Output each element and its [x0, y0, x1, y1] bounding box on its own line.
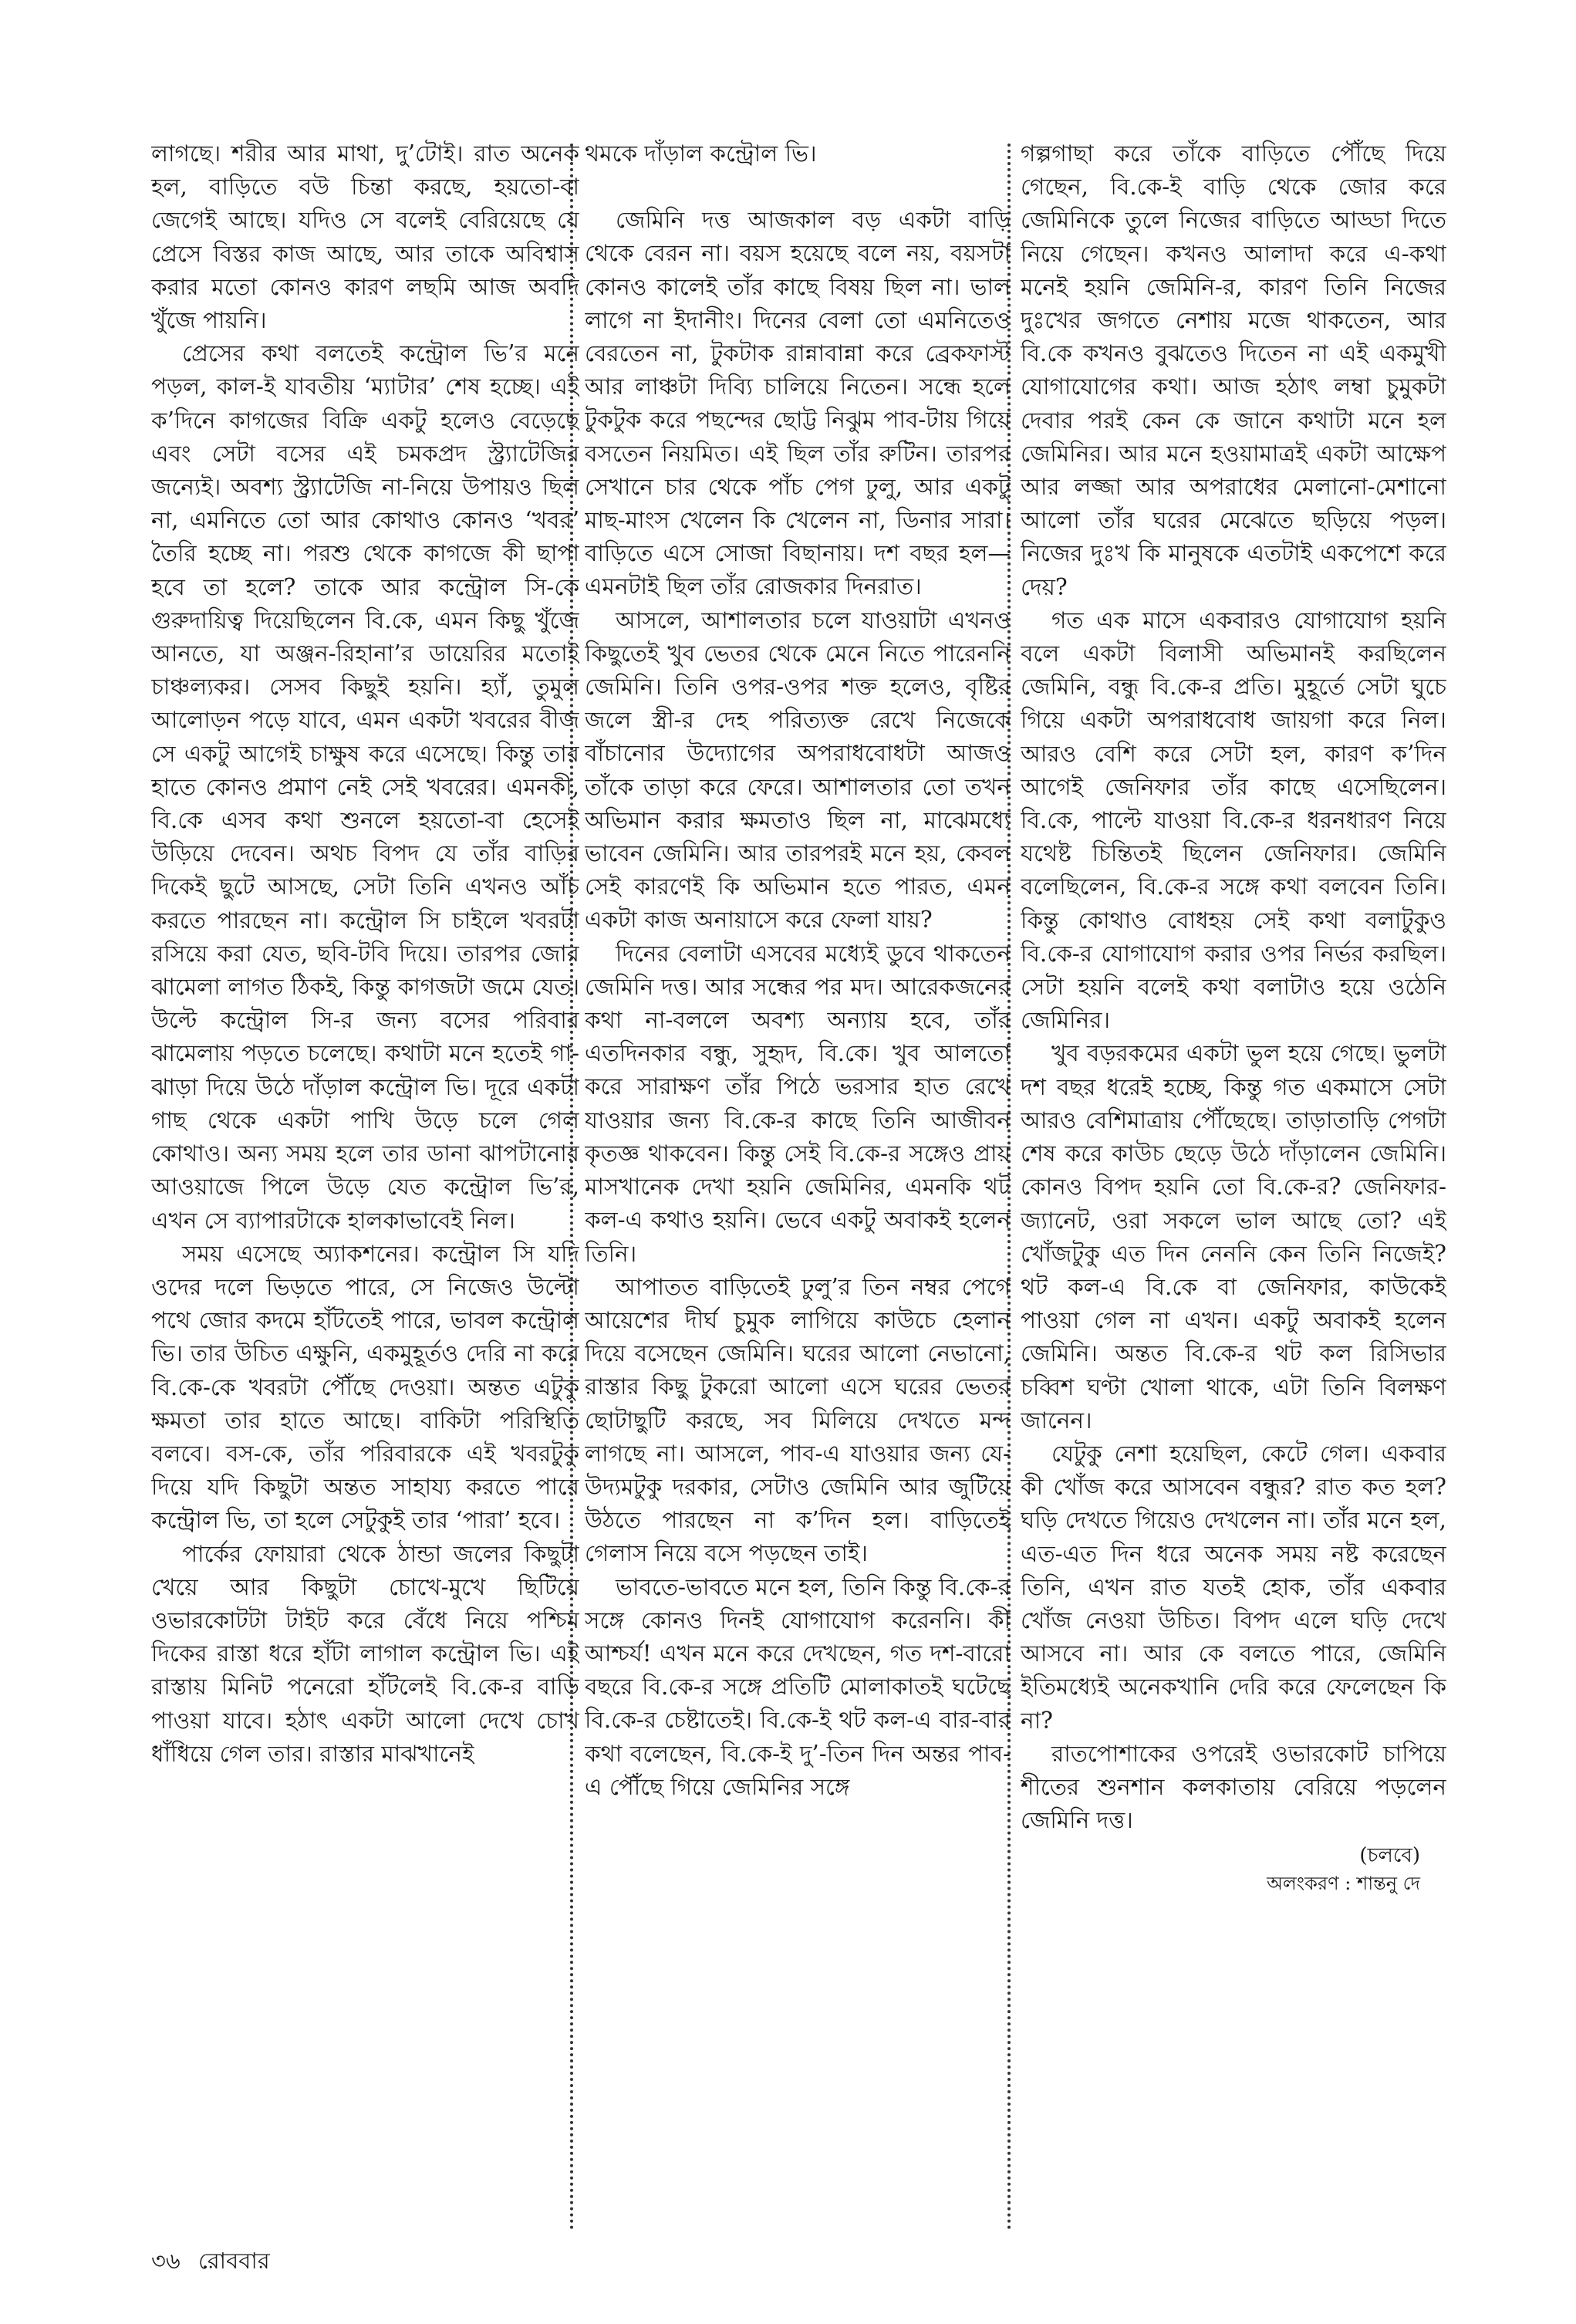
column-divider: [1007, 144, 1011, 2231]
article-column-2: [585, 137, 1011, 2267]
to-be-continued: (চলবে): [1359, 1844, 1420, 1868]
paragraph: ভাবতে-ভাবতে মনে হল, তিনি কিন্তু বি.কে-র সঙ্গে কোনও দিনই যোগাযোগ করেননি। কী আশ্চর্য! এখন মনে করে দেখছেন, গত দশ-বারো বছরে বি.কে-র সঙ্গে প্রতিটি মোলাকাতই ঘটেছে বি.কে-র চেষ্টাতেই। বি.কে-ই থট কল-এ বার-বার কথা বলেছেন, বি.কে-ই দু’-তিন দিন অন্তর পাব-এ পৌঁছে গিয়ে জেমিনির সঙ্গে: [585, 1573, 1011, 1800]
paragraph: পার্কের ফোয়ারা থেকে ঠান্ডা জলের কিছুটা খেয়ে আর কিছুটা চোখে-মুখে ছিটিয়ে ওভারকোটটা টাইট করে বেঁধে নিয়ে পশ্চিম দিকের রাস্তা ধরে হাঁটা লাগাল কন্ট্রোল ভি। এই রাস্তায় মিনিট পনেরো হাঁটলেই বি.কে-র বাড়ি পাওয়া যাবে। হঠাৎ একটা আলো দেখে চোখ ধাঁধিয়ে গেল তার। রাস্তার মাঝখানেই: [151, 1540, 579, 1767]
paragraph: গল্পগাছা করে তাঁকে বাড়িতে পৌঁছে দিয়ে গেছেন, বি.কে-ই বাড়ি থেকে জোর করে জেমিনিকে তুলে নিজের বাড়িতে আড্ডা দিতে নিয়ে গেছেন। কখনও আলাদা করে এ-কথা মনেই হয়নি জেমিনি-র, কারণ তিনি নিজের দুঃখের জগতে নেশায় মজে থাকতেন, আর বি.কে কখনও বুঝতেও দিতেন না এই একমুখী যোগাযোগের কথা। আজ হঠাৎ লম্বা চুমুকটা দেবার পরই কেন কে জানে কথাটা মনে হল জেমিনির। আর মনে হওয়ামাত্রই একটা আক্ষেপ আর লজ্জা আর অপরাধের মেলানো-মেশানো আলো তাঁর ঘরের মেঝেতে ছড়িয়ে পড়ল। নিজের দুঃখ কি মানুষকে এতটাই একপেশে করে দেয়?: [1021, 140, 1446, 600]
paragraph: যেটুকু নেশা হয়েছিল, কেটে গেল। একবার কী খোঁজ করে আসবেন বন্ধুর? রাত কত হল? ঘড়ি দেখতে গিয়েও দেখলেন না। তাঁর মনে হল, এত-এত দিন ধরে অনেক সময় নষ্ট করেছেন তিনি, এখন রাত যতই হোক, তাঁর একবার খোঁজ নেওয়া উচিত। বিপদ এলে ঘড়ি দেখে আসবে না। আর কে বলতে পারে, জেমিনি ইতিমধ্যেই অনেকখানি দেরি করে ফেলেছেন কি না?: [1021, 1440, 1446, 1734]
article-column-1: [151, 137, 579, 2267]
paragraph: থমকে দাঁড়াল কন্ট্রোল ভি।: [585, 140, 817, 167]
paragraph: রাতপোশাকের ওপরেই ওভারকোট চাপিয়ে শীতের শুনশান কলকাতায় বেরিয়ে পড়লেন জেমিনি দত্ত।: [1021, 1740, 1446, 1834]
paragraph: আসলে, আশালতার চলে যাওয়াটা এখনও কিছুতেই খুব ভেতর থেকে মেনে নিতে পারেননি জেমিনি। তিনি ওপর-ওপর শক্ত হলেও, বৃষ্টির জলে স্ত্রী-র দেহ পরিত্যক্ত রেখে নিজেকে বাঁচানোর উদ্যোগের অপরাধবোধটা আজও তাঁকে তাড়া করে ফেরে। আশালতার তো তখন অভিমান করার ক্ষমতাও ছিল না, মাঝেমধ্যে ভাবেন জেমিনি। আর তারপরই মনে হয়, কেবল সেই কারণেই কি অভিমান হতে পারত, এমন একটা কাজ অনায়াসে করে ফেলা যায়?: [585, 606, 1011, 934]
paragraph: দিনের বেলাটা এসবের মধ্যেই ডুবে থাকতেন জেমিনি দত্ত। আর সন্ধের পর মদ। আরেকজনের কথা না-বললে অবশ্য অন্যায় হবে, তাঁর এতদিনকার বন্ধু, সুহৃদ, বি.কে। খুব আলতো করে সারাক্ষণ তাঁর পিঠে ভরসার হাত রেখে যাওয়ার জন্য বি.কে-র কাছে তিনি আজীবন কৃতজ্ঞ থাকবেন। কিন্তু সেই বি.কে-র সঙ্গেও প্রায় মাসখানেক দেখা হয়নি জেমিনির, এমনকি থট কল-এ কথাও হয়নি। ভেবে একটু অবাকই হলেন তিনি।: [585, 940, 1011, 1267]
paragraph: প্রেসের কথা বলতেই কন্ট্রোল ভি’র মনে পড়ল, কাল-ই যাবতীয় ‘ম্যাটার’ শেষ হচ্ছে। এই ক’দিনে কাগজের বিক্রি একটু হলেও বেড়েছে এবং সেটা বসের এই চমকপ্রদ স্ট্র্যাটেজির জন্যেই। অবশ্য স্ট্র্যাটেজি না-নিয়ে উপায়ও ছিল না, এমনিতে তো আর কোথাও কোনও ‘খবর’ তৈরি হচ্ছে না। পরশু থেকে কাগজে কী ছাপা হবে তা হলে? তাকে আর কন্ট্রোল সি-কে গুরুদায়িত্ব দিয়েছিলেন বি.কে, এমন কিছু খুঁজে আনতে, যা অঞ্জন-রিহানা’র ডায়েরির মতোই চাঞ্চল্যকর। সেসব কিছুই হয়নি। হ্যাঁ, তুমুল আলোড়ন পড়ে যাবে, এমন একটা খবরের বীজ সে একটু আগেই চাক্ষুষ করে এসেছে। কিন্তু তার হাতে কোনও প্রমাণ নেই সেই খবরের। এমনকী, বি.কে এসব কথা শুনলে হয়তো-বা হেসেই উড়িয়ে দেবেন। অথচ বিপদ যে তাঁর বাড়ির দিকেই ছুটে আসছে, সেটা তিনি এখনও আঁচ করতে পারছেন না। কন্ট্রোল সি চাইলে খবরটা রসিয়ে করা যেত, ছবি-টবি দিয়ে। তারপর জোর ঝামেলা লাগত ঠিকই, কিন্তু কাগজটা জমে যেত। উল্টে কন্ট্রোল সি-র জন্য বসের পরিবার ঝামেলায় পড়তে চলেছে। কথাটা মনে হতেই গা-ঝাড়া দিয়ে উঠে দাঁড়াল কন্ট্রোল ভি। দূরে একটা গাছ থেকে একটা পাখি উড়ে চলে গেল কোথাও। অন্য সময় হলে তার ডানা ঝাপটানোর আওয়াজে পিলে উড়ে যেত কন্ট্রোল ভি’র, এখন সে ব্যাপারটাকে হালকাভাবেই নিল।: [151, 340, 579, 1234]
paragraph: সময় এসেছে অ্যাকশনের। কন্ট্রোল সি যদি ওদের দলে ভিড়তে পারে, সে নিজেও উল্টো পথে জোর কদমে হাঁটতেই পারে, ভাবল কন্ট্রোল ভি। তার উচিত এক্ষুনি, একমুহূর্তও দেরি না করে বি.কে-কে খবরটা পৌঁছে দেওয়া। অন্তত এটুকু ক্ষমতা তার হাতে আছে। বাকিটা পরিস্থিতি বলবে। বস-কে, তাঁর পরিবারকে এই খবরটুকু দিয়ে যদি কিছুটা অন্তত সাহায্য করতে পারে কন্ট্রোল ভি, তা হলে সেটুকুই তার ‘পারা’ হবে।: [151, 1240, 579, 1534]
page-number: ৩৬: [151, 2248, 181, 2274]
illustration-credit: অলংকরণ : শান্তনু দে: [1267, 1873, 1420, 1895]
page-footer: [151, 2245, 281, 2276]
paragraph: লাগছে। শরীর আর মাথা, দু’টোই। রাত অনেক হল, বাড়িতে বউ চিন্তা করছে, হয়তো-বা জেগেই আছে। যদিও সে বলেই বেরিয়েছে যে প্রেসে বিস্তর কাজ আছে, আর তাকে অবিশ্বাস করার মতো কোনও কারণ লছমি আজ অবদি খুঁজে পায়নি।: [151, 140, 579, 334]
paragraph: আপাতত বাড়িতেই ঢুলু’র তিন নম্বর পেগে আয়েশের দীর্ঘ চুমুক লাগিয়ে কাউচে হেলান দিয়ে বসেছেন জেমিনি। ঘরের আলো নেভানো, রাস্তার কিছু টুকরো আলো এসে ঘরের ভেতর ছোটাছুটি করছে, সব মিলিয়ে দেখতে মন্দ লাগছে না। আসলে, পাব-এ যাওয়ার জন্য যে-উদ্যমটুকু দরকার, সেটাও জেমিনি আর জুটিয়ে উঠতে পারছেন না ক’দিন হল। বাড়িতেই গেলাস নিয়ে বসে পড়ছেন তাই।: [585, 1273, 1011, 1567]
publication-name: রোববার: [197, 2248, 270, 2274]
paragraph: জেমিনি দত্ত আজকাল বড় একটা বাড়ি থেকে বেরন না। বয়স হয়েছে বলে নয়, বয়সটা কোনও কালেই তাঁর কাছে বিষয় ছিল না। ভাল লাগে না ইদানীং। দিনের বেলা তো এমনিতেও বেরতেন না, টুকটাক রান্নাবান্না করে ব্রেকফাস্ট আর লাঞ্চটা দিব্যি চালিয়ে নিতেন। সন্ধে হলে টুকটুক করে পছন্দের ছোট্ট নিঝুম পাব-টায় গিয়ে বসতেন নিয়মিত। এই ছিল তাঁর রুটিন। তারপর সেখানে চার থেকে পাঁচ পেগ ঢুলু, আর একটু মাছ-মাংস খেলেন কি খেলেন না, ডিনার সারা। বাড়িতে এসে সোজা বিছানায়। দশ বছর হল—এমনটাই ছিল তাঁর রোজকার দিনরাত।: [585, 207, 1011, 600]
column-divider: [570, 144, 573, 2231]
paragraph: গত এক মাসে একবারও যোগাযোগ হয়নি বলে একটা বিলাসী অভিমানই করছিলেন জেমিনি, বন্ধু বি.কে-র প্রতি। মুহূর্তে সেটা ঘুচে গিয়ে একটা অপরাধবোধ জায়গা করে নিল। আরও বেশি করে সেটা হল, কারণ ক’দিন আগেই জেনিফার তাঁর কাছে এসেছিলেন। বি.কে, পাল্টে যাওয়া বি.কে-র ধরনধারণ নিয়ে যথেষ্ট চিন্তিতই ছিলেন জেনিফার। জেমিনি বলেছিলেন, বি.কে-র সঙ্গে কথা বলবেন তিনি। কিন্তু কোথাও বোধহয় সেই কথা বলাটুকুও বি.কে-র যোগাযোগ করার ওপর নির্ভর করছিল। সেটা হয়নি বলেই কথা বলাটাও হয়ে ওঠেনি জেমিনির।: [1021, 606, 1446, 1034]
article-column-3: [1021, 137, 1446, 2267]
paragraph: খুব বড়রকমের একটা ভুল হয়ে গেছে। ভুলটা দশ বছর ধরেই হচ্ছে, কিন্তু গত একমাসে সেটা আরও বেশিমাত্রায় পৌঁছেছে। তাড়াতাড়ি পেগটা শেষ করে কাউচ ছেড়ে উঠে দাঁড়ালেন জেমিনি। কোনও বিপদ হয়নি তো বি.কে-র? জেনিফার-জ্যানেট, ওরা সকলে ভাল আছে তো? এই খোঁজটুকু এত দিন নেননি কেন তিনি নিজেই? থট কল-এ বি.কে বা জেনিফার, কাউকেই পাওয়া গেল না এখন। একটু অবাকই হলেন জেমিনি। অন্তত বি.কে-র থট কল রিসিভার চব্বিশ ঘণ্টা খোলা থাকে, এটা তিনি বিলক্ষণ জানেন।: [1021, 1040, 1446, 1434]
